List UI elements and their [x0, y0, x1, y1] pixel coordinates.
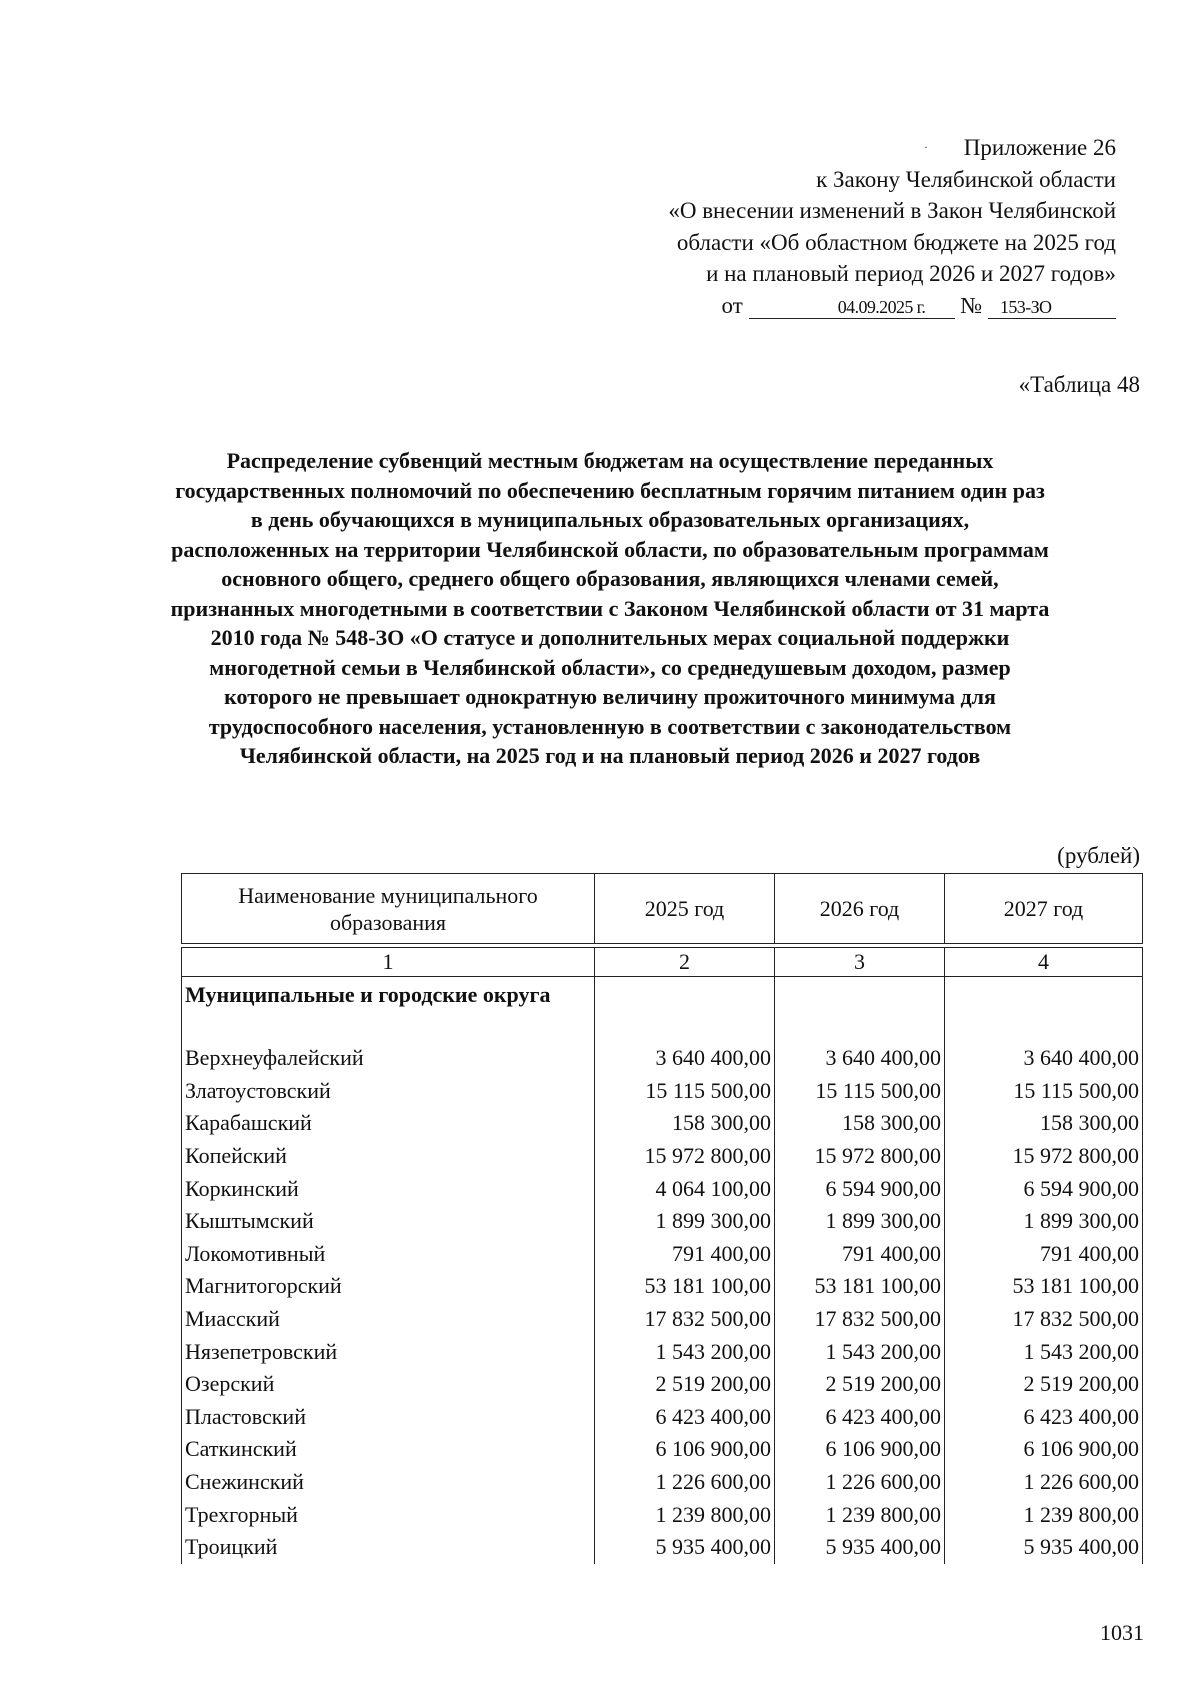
column-number: 1 — [182, 948, 595, 977]
municipality-name: Миасский — [182, 1303, 595, 1336]
header-2025: 2025 год — [595, 874, 775, 944]
amount-cell: 15 115 500,00 — [775, 1075, 945, 1108]
municipality-name: Трехгорный — [182, 1498, 595, 1531]
amount-cell: 6 423 400,00 — [945, 1401, 1143, 1434]
municipality-name: Магнитогорский — [182, 1270, 595, 1303]
amount-cell: 1 239 800,00 — [945, 1498, 1143, 1531]
amount-cell: 6 106 900,00 — [595, 1433, 775, 1466]
law-number: 153-ЗО — [988, 296, 1116, 319]
amount-cell: 17 832 500,00 — [595, 1303, 775, 1336]
municipality-name: Саткинский — [182, 1433, 595, 1466]
table-row — [182, 1498, 1143, 1531]
amount-cell: 1 543 200,00 — [595, 1335, 775, 1368]
scan-dot: · — [924, 140, 928, 154]
amount-cell: 17 832 500,00 — [945, 1303, 1143, 1336]
amount-cell: 15 115 500,00 — [945, 1075, 1143, 1108]
table-row — [182, 1401, 1143, 1434]
appendix-line-4: области «Об областном бюджете на 2025 год — [676, 229, 1116, 255]
column-number: 2 — [595, 948, 775, 977]
amount-cell: 2 519 200,00 — [595, 1368, 775, 1401]
amount-cell: 1 899 300,00 — [775, 1205, 945, 1238]
table-row — [182, 1107, 1143, 1140]
municipality-name: Златоустовский — [182, 1075, 595, 1108]
amount-cell: 6 423 400,00 — [595, 1401, 775, 1434]
table-row — [182, 1238, 1143, 1271]
law-date: 04.09.2025 г. — [749, 296, 955, 319]
municipality-name: Троицкий — [182, 1531, 595, 1564]
municipality-name: Снежинский — [182, 1466, 595, 1499]
amount-cell: 2 519 200,00 — [775, 1368, 945, 1401]
amount-cell: 2 519 200,00 — [945, 1368, 1143, 1401]
table-row — [182, 1270, 1143, 1303]
amount-cell: 53 181 100,00 — [595, 1270, 775, 1303]
municipality-name: Копейский — [182, 1140, 595, 1173]
appendix-header — [668, 132, 1116, 321]
table-row — [182, 1368, 1143, 1401]
subvention-table — [181, 873, 1143, 1564]
table-row — [182, 1172, 1143, 1205]
amount-cell: 1 239 800,00 — [595, 1498, 775, 1531]
from-label: от — [721, 292, 743, 318]
appendix-line-1: Приложение 26 — [963, 135, 1116, 160]
amount-cell: 791 400,00 — [945, 1238, 1143, 1271]
amount-cell: 15 972 800,00 — [775, 1140, 945, 1173]
table-row — [182, 1433, 1143, 1466]
amount-cell: 158 300,00 — [945, 1107, 1143, 1140]
number-label: № — [960, 292, 983, 318]
appendix-line-2: к Закону Челябинской области — [816, 166, 1116, 192]
amount-cell: 1 543 200,00 — [775, 1335, 945, 1368]
table-row — [182, 1335, 1143, 1368]
amount-cell: 1 226 600,00 — [595, 1466, 775, 1499]
amount-cell: 15 115 500,00 — [595, 1075, 775, 1108]
table-row — [182, 1205, 1143, 1238]
appendix-line-3: «О внесении изменений в Закон Челябинской — [668, 198, 1116, 223]
municipality-name: Коркинский — [182, 1172, 595, 1205]
group-label: Муниципальные и городские округа — [182, 977, 595, 1043]
amount-cell: 5 935 400,00 — [945, 1531, 1143, 1564]
amount-cell: 6 423 400,00 — [775, 1401, 945, 1434]
municipality-name: Локомотивный — [182, 1238, 595, 1271]
municipality-name: Пластовский — [182, 1401, 595, 1434]
amount-cell: 6 594 900,00 — [775, 1172, 945, 1205]
column-number: 4 — [945, 948, 1143, 977]
amount-cell: 3 640 400,00 — [775, 1042, 945, 1075]
amount-cell: 6 106 900,00 — [775, 1433, 945, 1466]
amount-cell: 1 899 300,00 — [945, 1205, 1143, 1238]
amount-cell: 158 300,00 — [595, 1107, 775, 1140]
amount-cell: 5 935 400,00 — [775, 1531, 945, 1564]
municipality-name: Карабашский — [182, 1107, 595, 1140]
amount-cell: 1 239 800,00 — [775, 1498, 945, 1531]
header-municipality: Наименование муниципального образования — [182, 874, 595, 944]
header-2027: 2027 год — [945, 874, 1143, 944]
amount-cell: 3 640 400,00 — [595, 1042, 775, 1075]
group-row — [182, 977, 1143, 1043]
amount-cell: 158 300,00 — [775, 1107, 945, 1140]
table-row — [182, 1466, 1143, 1499]
municipality-name: Озерский — [182, 1368, 595, 1401]
column-number: 3 — [775, 948, 945, 977]
page-number: 1031 — [1100, 1620, 1144, 1645]
amount-cell: 53 181 100,00 — [775, 1270, 945, 1303]
amount-cell: 6 594 900,00 — [945, 1172, 1143, 1205]
amount-cell: 5 935 400,00 — [595, 1531, 775, 1564]
table-row — [182, 1303, 1143, 1336]
table-row — [182, 1075, 1143, 1108]
municipality-name: Нязепетровский — [182, 1335, 595, 1368]
amount-cell: 17 832 500,00 — [775, 1303, 945, 1336]
appendix-line-5: и на плановый период 2026 и 2027 годов» — [706, 261, 1116, 286]
document-title: Распределение субвенций местным бюджетам на осуществление переданных государственных полномочий по обеспечению бесплатным горячим питанием один раз в день обучающихся в муниципальных образовательных организациях, расположенных на территории Челябинской области, по образовательным программам основного общего, среднего общего образования, являющихся членами семей, признанных многодетными в соответствии с Законом Челябинской области от 31 марта 2010 года № 548-ЗО «О статусе и дополнительных мерах социальной поддержки многодетной семьи в Челябинской области», со среднедушевым доходом, размер которого не превышает однократную величину прожиточного минимума для трудоспособного населения, установленную в соответствии с законодательством Челябинской области, на 2025 год и на плановый период 2026 и 2027 годов — [170, 448, 1050, 768]
amount-cell: 15 972 800,00 — [595, 1140, 775, 1173]
amount-cell: 791 400,00 — [595, 1238, 775, 1271]
table-label: «Таблица 48 — [1018, 372, 1140, 397]
amount-cell: 1 226 600,00 — [775, 1466, 945, 1499]
amount-cell: 3 640 400,00 — [945, 1042, 1143, 1075]
municipality-name: Кыштымский — [182, 1205, 595, 1238]
amount-cell: 15 972 800,00 — [945, 1140, 1143, 1173]
table-row — [182, 1042, 1143, 1075]
column-number-row — [182, 948, 1143, 977]
appendix-signature-line — [668, 290, 1116, 322]
amount-cell: 1 226 600,00 — [945, 1466, 1143, 1499]
amount-cell: 1 899 300,00 — [595, 1205, 775, 1238]
amount-cell: 53 181 100,00 — [945, 1270, 1143, 1303]
units-label: (рублей) — [1057, 843, 1140, 868]
amount-cell: 4 064 100,00 — [595, 1172, 775, 1205]
header-2026: 2026 год — [775, 874, 945, 944]
amount-cell: 791 400,00 — [775, 1238, 945, 1271]
amount-cell: 1 543 200,00 — [945, 1335, 1143, 1368]
amount-cell: 6 106 900,00 — [945, 1433, 1143, 1466]
table-header-row — [182, 874, 1143, 944]
table-row — [182, 1140, 1143, 1173]
table-row — [182, 1531, 1143, 1564]
municipality-name: Верхнеуфалейский — [182, 1042, 595, 1075]
